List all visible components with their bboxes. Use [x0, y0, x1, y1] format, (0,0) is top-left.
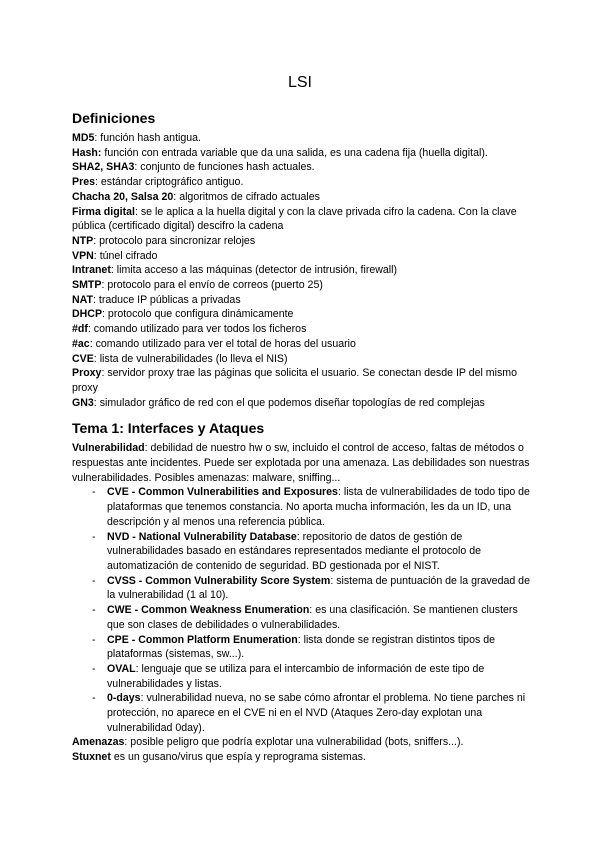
definition-item: [72, 278, 532, 293]
definition-separator: :: [296, 530, 303, 543]
definition-item: [72, 234, 532, 249]
definition-term: CPE - Common Platform Enumeration: [107, 633, 298, 646]
definition-separator: :: [89, 337, 96, 350]
definition-separator: :: [110, 264, 117, 277]
dash-bullet: -: [92, 604, 96, 617]
definition-separator: :: [309, 604, 316, 617]
definition-separator: :: [94, 132, 101, 144]
document-content: [72, 110, 532, 765]
definition-separator: :: [330, 574, 337, 587]
definition-separator: :: [93, 249, 100, 262]
definition-separator: :: [101, 367, 108, 380]
definition-separator: :: [93, 352, 100, 365]
definition-item: [72, 337, 532, 352]
definition-separator: :: [124, 736, 131, 749]
definition-text: limita acceso a las máquinas (detector de intrusión, firewall): [116, 264, 398, 277]
list-item: [92, 633, 532, 662]
dash-bullet: -: [92, 486, 96, 499]
definition-term: Hash:: [72, 146, 102, 159]
definition-term: NAT: [72, 293, 93, 306]
dash-bullet: -: [92, 633, 96, 646]
dash-bullet: -: [92, 574, 96, 587]
definition-text: protocolo que configura dinámicamente: [107, 308, 294, 321]
definition-term: #ac: [72, 337, 90, 350]
definition-item: [72, 352, 532, 367]
definition-term: CVE: [72, 352, 94, 365]
definition-item: [72, 396, 532, 411]
definition-item: [72, 190, 532, 205]
definition-text: es una clasificación. Se mantienen clusters que son clases de debilidades o vulnerabilidades.: [107, 604, 518, 631]
definition-item: [72, 205, 532, 234]
definition-item: [72, 131, 532, 146]
definition-term: CVSS - Common Vulnerability Score System: [107, 574, 331, 587]
definition-separator: :: [337, 486, 344, 499]
definition-text: servidor proxy trae las páginas que solicita el usuario. Se conectan desde IP del mismo proxy: [72, 367, 517, 394]
definition-text: simulador gráfico de red con el que podemos diseñar topologías de red complejas: [99, 396, 485, 409]
definition-text: función con entrada variable que da una salida, es una cadena fija (huella digital).: [104, 146, 488, 159]
document-title: LSI: [287, 74, 312, 91]
list-item: [92, 691, 532, 735]
definition-text: estándar criptográfico antiguo.: [100, 176, 244, 189]
definition-text: protocolo para sincronizar relojes: [99, 234, 256, 247]
dash-bullet: -: [92, 530, 96, 543]
definition-term: CVE - Common Vulnerabilities and Exposures: [107, 486, 338, 499]
definition-item: [72, 735, 532, 750]
definition-item: [72, 750, 532, 765]
definition-text: túnel cifrado: [99, 249, 158, 262]
definition-term: SHA2, SHA3: [72, 161, 135, 174]
definition-item: [72, 366, 532, 395]
definition-term: SMTP: [72, 279, 102, 292]
definition-text: lenguaje que se utiliza para el intercambio de información de este tipo de vulnerabilidades y listas.: [107, 662, 485, 690]
definition-term: DHCP: [72, 308, 103, 321]
definition-item: [72, 146, 532, 161]
definition-term: GN3: [72, 396, 94, 409]
definition-term: Intranet: [72, 264, 111, 277]
definition-separator: :: [144, 442, 151, 455]
definition-term: VPN: [72, 249, 94, 262]
definition-item: [72, 322, 532, 337]
definition-separator: :: [135, 662, 142, 675]
vulnerabilidad-paragraph: [72, 441, 532, 485]
definition-item: [72, 160, 532, 175]
definition-text: posible peligro que podría explotar una vulnerabilidad (bots, sniffers...).: [130, 736, 464, 749]
definition-item: [72, 249, 532, 264]
definition-text: función hash antigua.: [100, 132, 201, 144]
definition-separator: :: [94, 176, 101, 189]
definition-text: lista de vulnerabilidades (lo lleva el NIS): [99, 352, 288, 365]
list-item: [92, 662, 532, 691]
definition-separator: :: [101, 279, 108, 292]
definition-separator: :: [173, 190, 180, 203]
definition-term: Vulnerabilidad: [72, 442, 145, 455]
vulnerability-sources-list: [72, 485, 532, 735]
definition-separator: :: [93, 396, 100, 409]
definition-separator: :: [93, 234, 100, 247]
definition-text: protocolo para el envío de correos (puerto 25): [107, 279, 323, 292]
definition-item: [72, 263, 532, 278]
definition-text: algoritmos de cifrado actuales: [179, 190, 320, 203]
definition-term: MD5: [72, 132, 95, 144]
definition-text: lista de vulnerabilidades de todo tipo de plataformas que tenemos constancia. No aporta mucha información, les da un ID, una descripción y al menos una referencia pública.: [107, 486, 530, 528]
definition-separator: :: [134, 205, 141, 218]
definition-term: OVAL: [107, 662, 136, 675]
definition-text: comando utilizado para ver el total de horas del usuario: [95, 337, 356, 350]
definition-term: Pres: [72, 176, 95, 189]
definition-separator: :: [87, 323, 94, 336]
list-item: [92, 485, 532, 529]
definition-separator: :: [102, 308, 108, 321]
definition-text: es un gusano/virus que espía y reprograma sistemas.: [113, 751, 366, 764]
closing-definitions: [72, 735, 532, 764]
definition-item: [72, 293, 532, 308]
definition-term: Amenazas: [72, 736, 125, 749]
definition-separator: :: [93, 293, 99, 306]
dash-bullet: -: [92, 692, 96, 705]
section-heading-tema1: Tema 1: Interfaces y Ataques: [72, 420, 265, 437]
definition-text: se le aplica a la huella digital y con la clave privada cifro la cadena. Con la clave pública (certificado digital) descifro la cadena: [72, 205, 517, 233]
dash-bullet: -: [92, 662, 96, 675]
definition-text: vulnerabilidad nueva, no se sabe cómo afrontar el problema. No tiene parches ni protección, no aparece en el CVE ni en el NVD (Ataques Zero-day explotan una vulnerabilidad 0day).: [107, 692, 526, 734]
list-item: [92, 603, 532, 632]
definition-separator: :: [297, 633, 304, 646]
definition-term: NTP: [72, 234, 94, 247]
definition-term: Proxy: [72, 367, 102, 380]
list-item: [92, 530, 532, 574]
section-heading-definiciones: Definiciones: [72, 110, 156, 126]
definition-term: 0-days: [107, 692, 141, 705]
definition-term: CWE - Common Weakness Enumeration: [107, 604, 310, 617]
definition-term: Firma digital: [72, 205, 135, 218]
definition-term: Chacha 20, Salsa 20: [72, 190, 174, 203]
definition-term: NVD - National Vulnerability Database: [107, 530, 297, 543]
definition-text: conjunto de funciones hash actuales.: [140, 161, 315, 174]
definitions-list: [72, 131, 532, 410]
definition-text: lista donde se registran distintos tipos de plataformas (sistemas, sw...).: [107, 633, 495, 661]
definition-text: comando utilizado para ver todos los ficheros: [93, 323, 307, 336]
definition-text: debilidad de nuestro hw o sw, incluido el control de acceso, faltas de métodos o respuestas ante incidentes. Puede ser explotada por una amenaza. Las debilidades son nuestras vulnerabilidades. Posibles amenazas: malware, sniffing...: [72, 442, 530, 484]
definition-item: [72, 307, 532, 322]
definition-term: Stuxnet: [72, 751, 111, 764]
definition-separator: :: [134, 161, 141, 174]
definition-text: repositorio de datos de gestión de vulnerabilidades basado en estándares representados mediante el protocolo de automatización de contenido de seguridad. BD gestionada por el NIST.: [107, 530, 481, 572]
definition-term: #df: [72, 323, 88, 336]
definition-separator: :: [140, 692, 147, 705]
definition-text: sistema de puntuación de la gravedad de la vulnerabilidad (1 al 10).: [107, 574, 530, 602]
list-item: [92, 574, 532, 603]
definition-text: traduce IP públicas a privadas: [98, 293, 241, 306]
definition-item: [72, 175, 532, 190]
